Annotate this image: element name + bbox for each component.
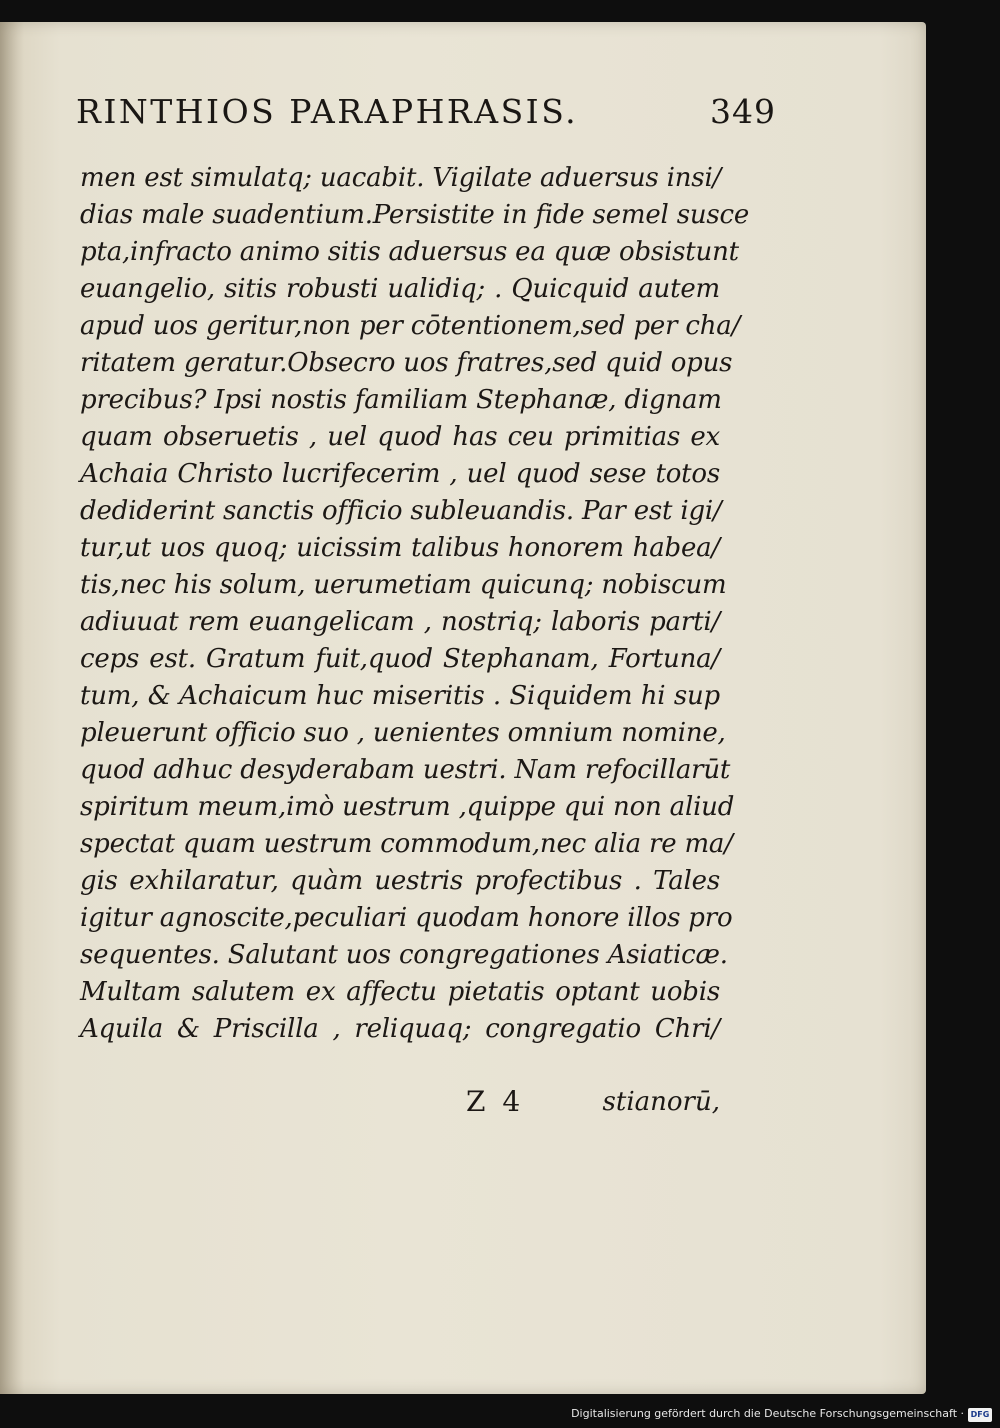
running-title: RINTHIOS PARAPHRASIS.	[76, 92, 579, 131]
page-number: 349	[710, 92, 776, 131]
text-line: dias male suadentium.Persistite in fide semel susce	[80, 200, 750, 230]
text-line: sequentes. Salutant uos congregationes Asiaticæ.	[80, 940, 728, 970]
text-line: tum, & Achaicum huc miseritis . Siquidem hi sup	[80, 681, 720, 711]
text-line: igitur agnoscite,peculiari quodam honore illos pro	[80, 903, 733, 933]
text-line: ritatem geratur.Obsecro uos fratres,sed quid opus	[80, 348, 733, 378]
text-line: Aquila & Priscilla , reliquaq; congregatio Chri/	[80, 1014, 720, 1044]
dfg-logo-icon: DFG	[968, 1408, 992, 1422]
text-line: pta,infracto animo sitis aduersus ea quæ obsistunt	[80, 237, 739, 267]
text-line: tur,ut uos quoq; uicissim talibus honorem habea/	[80, 533, 720, 563]
text-line: spectat quam uestrum commodum,nec alia re ma/	[80, 829, 733, 859]
text-line: pleuerunt officio suo , uenientes omnium nomine,	[80, 718, 726, 748]
body-text	[80, 160, 750, 1048]
text-line: Multam salutem ex affectu pietatis optant uobis	[80, 977, 720, 1007]
text-line: Achaia Christo lucrifecerim , uel quod sese totos	[80, 459, 720, 489]
page-header	[76, 82, 776, 142]
digitization-credit: Digitalisierung gefördert durch die Deutsche Forschungsgemeinschaft ·	[571, 1407, 964, 1420]
text-line: adiuuat rem euangelicam , nostriq; laboris parti/	[80, 607, 720, 637]
page-footer	[80, 1082, 720, 1122]
signature-mark: Z 4	[466, 1085, 525, 1118]
text-line: gis exhilaratur, quàm uestris profectibus . Tales	[80, 866, 720, 896]
text-line: ceps est. Gratum fuit,quod Stephanam, Fortuna/	[80, 644, 720, 674]
text-line: dediderint sanctis officio subleuandis. Par est igi/	[80, 496, 722, 526]
text-line: precibus? Ipsi nostis familiam Stephanæ, dignam	[80, 385, 722, 415]
text-line: spiritum meum,imò uestrum ,quippe qui non aliud	[80, 792, 735, 822]
text-line: men est simulatq; uacabit. Vigilate aduersus insi/	[80, 163, 722, 193]
catchword: stianorū,	[602, 1087, 720, 1117]
text-line: apud uos geritur,non per cōtentionem,sed per cha/	[80, 311, 741, 341]
text-line: tis,nec his solum, uerumetiam quicunq; nobiscum	[80, 570, 727, 600]
text-line: euangelio, sitis robusti ualidiq; . Quicquid autem	[80, 274, 720, 304]
gutter-shadow	[0, 22, 24, 1394]
text-line: quam obseruetis , uel quod has ceu primitias ex	[80, 422, 720, 452]
text-line: quod adhuc desyderabam uestri. Nam refocillarūt	[80, 755, 731, 785]
